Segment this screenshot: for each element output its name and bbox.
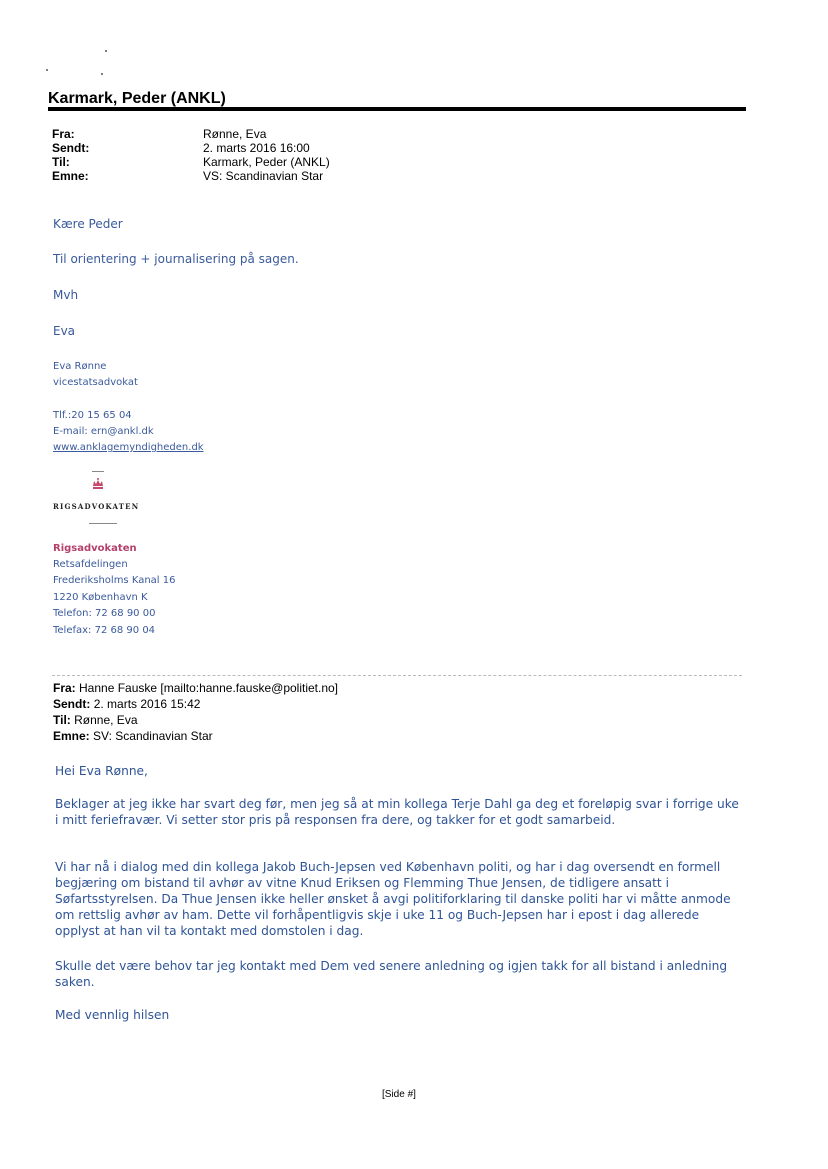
signature-telefon: Telefon: 72 68 90 00 bbox=[53, 608, 156, 619]
document-title: Karmark, Peder (ANKL) bbox=[48, 90, 226, 107]
greeting: Kære Peder bbox=[53, 217, 123, 231]
logo-rule bbox=[92, 471, 104, 472]
signature-name: Eva Rønne bbox=[53, 361, 107, 372]
from-label: Fra: bbox=[52, 127, 75, 141]
forwarded-from bbox=[53, 681, 338, 695]
closing-2: Med vennlig hilsen bbox=[55, 1008, 170, 1022]
signature-phone: Tlf.:20 15 65 04 bbox=[53, 410, 132, 421]
forwarded-from-value: Hanne Fauske [mailto:hanne.fauske@politiet.no] bbox=[79, 681, 339, 695]
closing: Mvh bbox=[53, 288, 79, 302]
paragraph-1: Beklager at jeg ikke har svart deg før, men jeg så at min kollega Terje Dahl ga deg et foreløpig svar i forrige uke i mitt feriefravær. Vi setter stor pris på responsen fra dere, og takker for et godt samarbeid. bbox=[55, 797, 739, 827]
page-number-footer: [Side #] bbox=[382, 1089, 416, 1100]
email-label: E-mail: bbox=[53, 426, 91, 437]
forwarded-subject-label: Emne: bbox=[53, 729, 90, 743]
email-link[interactable]: ern@ankl.dk bbox=[90, 426, 154, 437]
forwarded-subject-value: SV: Scandinavian Star bbox=[93, 729, 213, 743]
forwarded-to bbox=[53, 713, 138, 727]
forwarded-sent bbox=[53, 697, 200, 711]
sent-value: 2. marts 2016 16:00 bbox=[203, 141, 310, 155]
forwarded-from-label: Fra: bbox=[53, 681, 76, 695]
to-value: Karmark, Peder (ANKL) bbox=[203, 155, 330, 169]
from-value: Rønne, Eva bbox=[203, 127, 267, 141]
logo-rule bbox=[89, 523, 117, 524]
signature-dept: Retsafdelingen bbox=[53, 559, 128, 570]
message-separator bbox=[52, 675, 742, 676]
sender-first-name: Eva bbox=[53, 324, 76, 338]
scan-speck bbox=[46, 69, 48, 71]
rigsadvokaten-logo-text: RIGSADVOKATEN bbox=[53, 502, 140, 511]
forwarded-to-value: Rønne, Eva bbox=[74, 713, 138, 727]
forwarded-sent-label: Sendt: bbox=[53, 697, 91, 711]
scan-speck bbox=[105, 50, 107, 52]
greeting-2: Hei Eva Rønne, bbox=[55, 764, 148, 778]
subject-value: VS: Scandinavian Star bbox=[203, 169, 324, 183]
paragraph-2: Vi har nå i dialog med din kollega Jakob Buch-Jepsen ved København politi, og har i dag oversendt en formell begjæring om bistand til avhør av vitne Knud Eriksen og Flemming Thue Jensen, de tidligere ansatt i Søfartsstyrelsen. Da Thue Jensen ikke heller ønsket å avgi politiforklaring til danske politi har vi måtte anmode om rettslig avhør av ham. Dette vil forhåpentligvis skje i uke 11 og Buch-Jepsen har i epost i dag allerede opplyst at han vil ta kontakt med domstolen i dag. bbox=[55, 860, 731, 938]
scan-speck bbox=[101, 73, 103, 75]
forwarded-sent-value: 2. marts 2016 15:42 bbox=[93, 697, 201, 711]
sent-label: Sendt: bbox=[52, 141, 90, 155]
forwarded-to-label: Til: bbox=[53, 713, 71, 727]
subject-label: Emne: bbox=[52, 169, 89, 183]
to-label: Til: bbox=[52, 155, 70, 169]
title-rule bbox=[48, 107, 746, 111]
signature-street: Frederiksholms Kanal 16 bbox=[53, 575, 176, 586]
signature-org: Rigsadvokaten bbox=[53, 543, 137, 554]
paragraph-3: Skulle det være behov tar jeg kontakt med Dem ved senere anledning og igjen takk for all bistand i anledning saken. bbox=[55, 959, 728, 989]
forwarded-subject bbox=[53, 729, 213, 743]
signature-email bbox=[53, 426, 154, 437]
signature-telefax: Telefax: 72 68 90 04 bbox=[53, 625, 156, 636]
signature-role: vicestatsadvokat bbox=[53, 377, 138, 388]
signature-city: 1220 København K bbox=[53, 592, 148, 603]
message-line: Til orientering + journalisering på sagen. bbox=[53, 252, 299, 266]
website-link[interactable]: www.anklagemyndigheden.dk bbox=[53, 442, 204, 453]
crown-icon bbox=[91, 477, 105, 491]
